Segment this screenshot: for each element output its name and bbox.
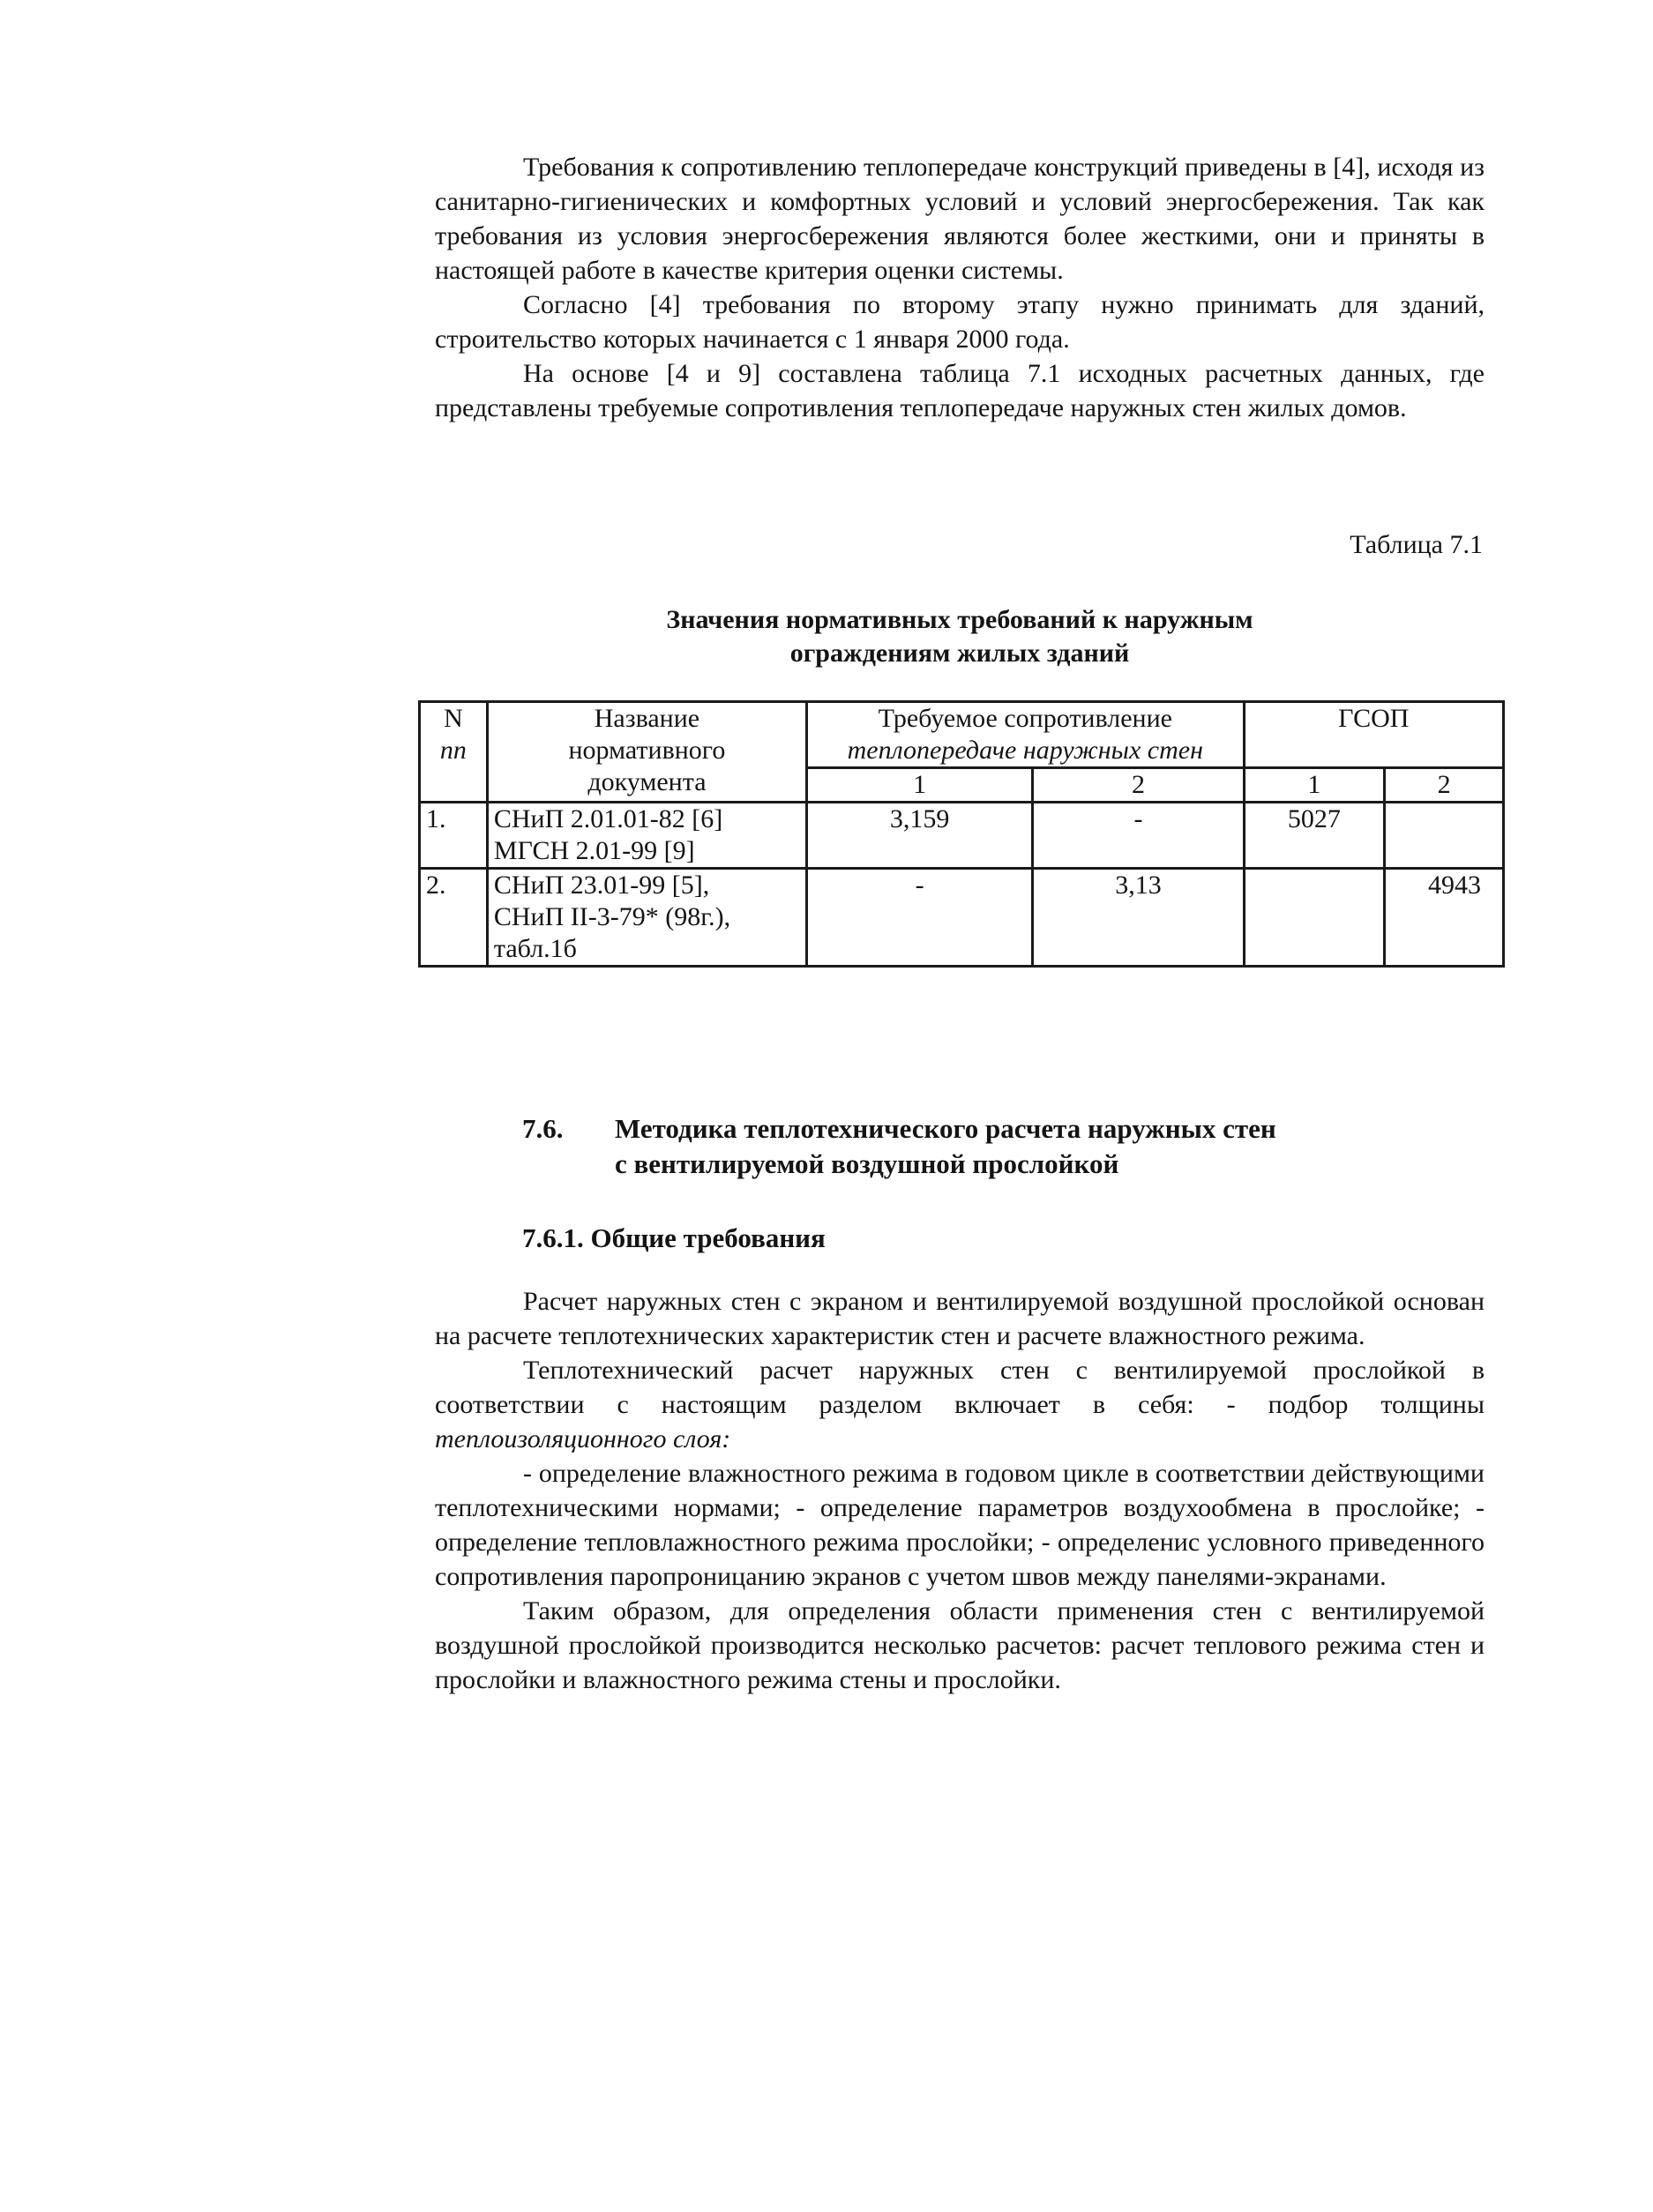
row-2-gsop-2: 4943 — [1385, 869, 1504, 967]
subheader-resistance-1: 1 — [807, 768, 1033, 803]
table-label: Таблица 7.1 — [1350, 530, 1483, 559]
subheader-gsop-2: 2 — [1385, 768, 1504, 803]
header-resistance — [807, 702, 1245, 768]
intro-paragraph-1: Требования к сопротивлению теплопередаче конструкций приведены в [4], исходя из санитарно-гигиенических и комфортных условий и условий энергосбережения. Так как требования из условия энергосбережения являются более жесткими, они и приняты в настоящей работе в качестве критерия оценки системы. — [435, 153, 1485, 285]
subheader-gsop-1: 1 — [1244, 768, 1385, 803]
row-2-gsop-1 — [1244, 869, 1385, 967]
row-1-doc — [487, 803, 806, 869]
row-1-num: 1. — [420, 803, 488, 869]
row-2-resistance-1: - — [807, 869, 1033, 967]
table-row — [420, 869, 1504, 967]
section-title-line-1: Методика теплотехнического расчета наружных стен — [615, 1113, 1276, 1144]
row-2-doc-line-2: СНиП II-3-79* (98г.), — [493, 902, 731, 931]
header-doc-name-line-1: Название — [594, 704, 700, 733]
body-paragraph-3: - определение влажностного режима в годовом цикле в соответствии действующими теплотехническими нормами; - определение параметров воздухообмена в прослойке; - определение тепловлажностного режима прослойки; - определенис условного приведенного сопротивления паропроницанию экранов с учетом швов между панелями-экранами. — [435, 1459, 1485, 1591]
row-1-doc-line-1: СНиП 2.01.01-82 [6] — [493, 804, 723, 833]
intro-paragraph-3: На основе [4 и 9] составлена таблица 7.1 исходных расчетных данных, где представлены требуемые сопротивления теплопередаче наружных стен жилых домов. — [435, 359, 1485, 422]
row-2-doc — [487, 869, 806, 967]
body-paragraph-1: Расчет наружных стен с экраном и вентилируемой воздушной прослойкой основан на расчете теплотехнических характеристик стен и расчете влажностного режима. — [435, 1287, 1485, 1350]
section-body — [435, 1284, 1485, 1697]
table-title-line-2: ограждениям жилых зданий — [789, 639, 1130, 668]
header-doc-name-line-2: нормативного — [568, 736, 726, 765]
intro-paragraph-2: Согласно [4] требования по второму этапу нужно принимать для зданий, строительство которых начинается с 1 января 2000 года. — [435, 290, 1485, 354]
body-paragraph-2 — [435, 1353, 1485, 1456]
header-doc-name — [487, 702, 806, 803]
row-1-gsop-1: 5027 — [1244, 803, 1385, 869]
section-title-line-2: с вентилируемой воздушной прослойкой — [615, 1148, 1119, 1179]
row-1-resistance-1: 3,159 — [807, 803, 1033, 869]
header-num-line-1: N — [444, 704, 463, 733]
body-paragraph-2-text: Теплотехнический расчет наружных стен с вентилируемой прослойкой в соответствии с настоящим разделом включает в себя: - подбор толщины — [435, 1356, 1485, 1419]
subsection-title: Общие требования — [590, 1222, 826, 1253]
header-resistance-line-2: теплопередаче наружных стен — [847, 736, 1203, 765]
row-2-doc-line-1: СНиП 23.01-99 [5], — [493, 871, 710, 900]
row-2-resistance-2: 3,13 — [1033, 869, 1244, 967]
requirements-table — [418, 700, 1505, 968]
section-number: 7.6. — [522, 1113, 564, 1144]
intro-text — [435, 150, 1485, 425]
table-row — [420, 803, 1504, 869]
header-gsop: ГСОП — [1244, 702, 1503, 768]
subsection-heading — [522, 1221, 826, 1256]
subsection-number: 7.6.1. — [522, 1222, 584, 1253]
row-1-gsop-2 — [1385, 803, 1504, 869]
header-num — [420, 702, 488, 803]
header-doc-name-line-3: документа — [587, 767, 707, 796]
header-resistance-line-1: Требуемое сопротивление — [878, 704, 1172, 733]
subheader-resistance-2: 2 — [1033, 768, 1244, 803]
row-2-num: 2. — [420, 869, 488, 967]
section-heading — [522, 1111, 1276, 1182]
table-header-row — [420, 702, 1504, 768]
row-2-doc-line-3: табл.1б — [493, 934, 577, 963]
table-title-line-1: Значения нормативных требований к наружным — [666, 605, 1253, 634]
row-1-resistance-2: - — [1033, 803, 1244, 869]
header-num-line-2: пп — [439, 736, 467, 765]
row-1-doc-line-2: МГСН 2.01-99 [9] — [493, 836, 695, 865]
table-title — [435, 603, 1485, 670]
body-paragraph-2-italic: теплоизоляционного слоя: — [435, 1424, 731, 1453]
body-paragraph-4: Таким образом, для определения области применения стен с вентилируемой воздушной прослойкой производится несколько расчетов: расчет теплового режима стен и прослойки и влажностного режима стены и прослойки. — [435, 1596, 1485, 1694]
